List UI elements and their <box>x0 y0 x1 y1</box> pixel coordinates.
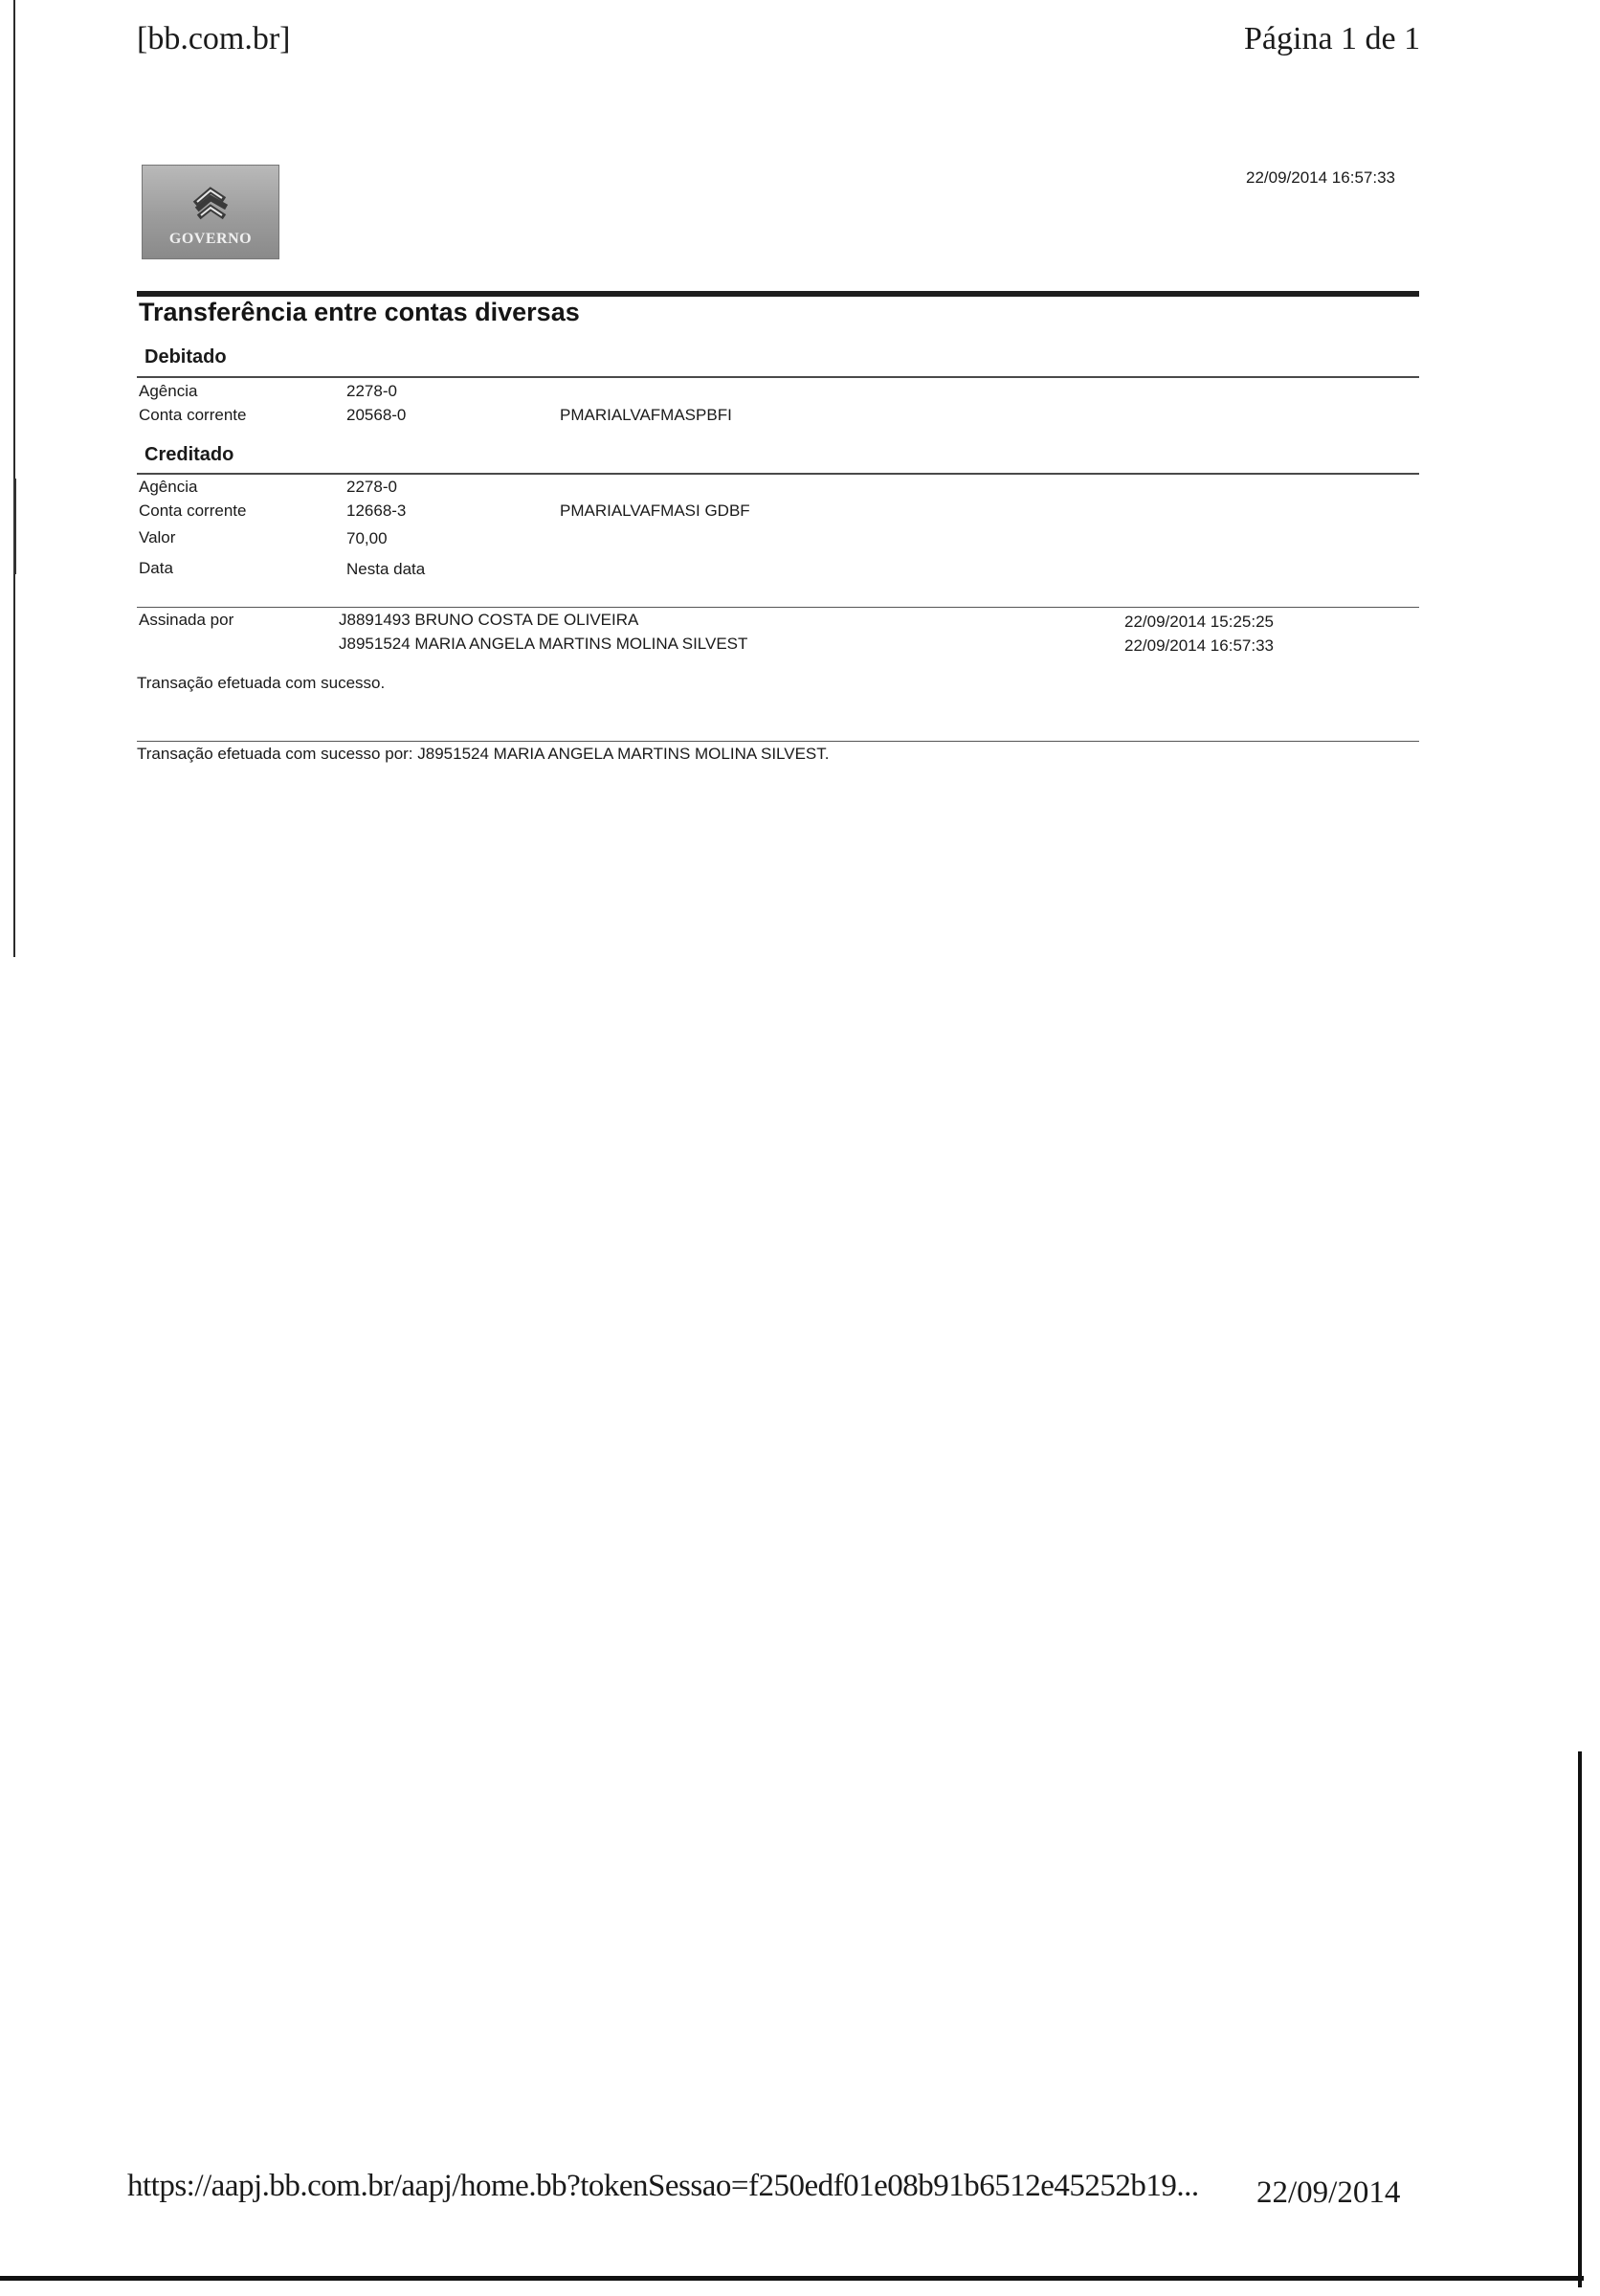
data-label: Data <box>139 559 173 577</box>
assinada-por-label: Assinada por <box>139 611 234 629</box>
bb-logo-icon <box>188 179 233 225</box>
creditado-agencia-value: 2278-0 <box>346 478 397 496</box>
data-value: Nesta data <box>346 560 426 578</box>
debitado-rule <box>137 376 1419 378</box>
debitado-conta-label: Conta corrente <box>139 406 247 424</box>
signer-name: J8951524 MARIA ANGELA MARTINS MOLINA SILVEST <box>339 635 748 653</box>
valor-label: Valor <box>139 528 176 546</box>
bank-logo <box>142 165 279 259</box>
assinaturas-rule <box>137 607 1419 608</box>
print-footer-date: 22/09/2014 <box>1256 2175 1401 2210</box>
status-by-message: Transação efetuada com sucesso por: J8951524 MARIA ANGELA MARTINS MOLINA SILVEST. <box>137 745 830 763</box>
status-rule <box>137 741 1419 742</box>
creditado-titular: PMARIALVAFMASI GDBF <box>560 502 750 520</box>
debitado-agencia-value: 2278-0 <box>346 382 397 400</box>
status-message: Transação efetuada com sucesso. <box>137 674 386 692</box>
signer-datetime: 22/09/2014 15:25:25 <box>1124 613 1274 631</box>
creditado-conta-label: Conta corrente <box>139 502 247 520</box>
valor-value: 70,00 <box>346 529 388 547</box>
debitado-titular: PMARIALVAFMASPBFI <box>560 406 732 424</box>
debitado-agencia-label: Agência <box>139 382 198 400</box>
print-header-site: [bb.com.br] <box>137 21 291 56</box>
creditado-heading: Creditado <box>144 444 234 465</box>
scan-edge-bottom <box>0 2276 1584 2281</box>
signer-datetime: 22/09/2014 16:57:33 <box>1124 636 1274 655</box>
creditado-agencia-label: Agência <box>139 478 198 496</box>
scan-edge-left-mark <box>13 479 16 574</box>
page-title: Transferência entre contas diversas <box>139 298 580 326</box>
title-rule <box>137 291 1419 297</box>
scan-edge-right <box>1578 1751 1582 2287</box>
creditado-rule <box>137 473 1419 475</box>
creditado-conta-value: 12668-3 <box>346 502 407 520</box>
print-timestamp: 22/09/2014 16:57:33 <box>1246 168 1395 187</box>
print-footer-url: https://aapj.bb.com.br/aapj/home.bb?tokenSessao=f250edf01e08b91b6512e45252b19... <box>127 2169 1199 2203</box>
debitado-heading: Debitado <box>144 346 227 368</box>
print-header-page: Página 1 de 1 <box>1244 21 1421 56</box>
logo-label: GOVERNO <box>168 231 253 247</box>
signer-name: J8891493 BRUNO COSTA DE OLIVEIRA <box>339 611 639 629</box>
debitado-conta-value: 20568-0 <box>346 406 407 424</box>
